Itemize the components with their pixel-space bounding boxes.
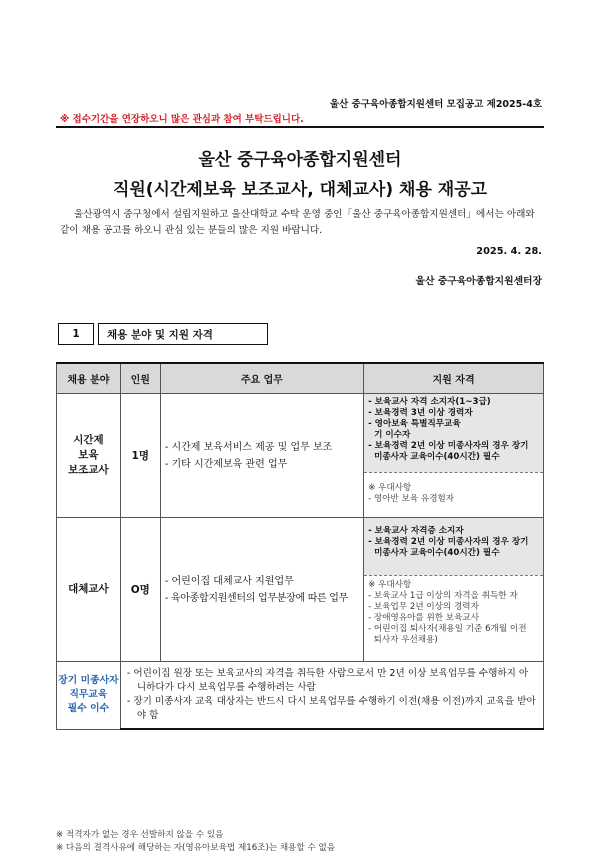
page-subtitle: 직원(시간제보육 보조교사, 대체교사) 채용 재공고 xyxy=(112,180,488,200)
pref-item: ※ 우대사항 xyxy=(368,580,412,590)
required-qualifications xyxy=(364,394,543,472)
long-term-item: - 어린이집 원장 또는 보육교사의 자격을 취득한 사람으로서 만 2년 이상 보육업무를 수행하지 아니하다가 다시 보육업무를 수행하려는 사람 xyxy=(126,668,529,693)
section-title: 채용 분야 및 지원 자격 xyxy=(98,323,268,345)
pref-item: - 보육업무 2년 이상의 경력자 xyxy=(368,602,479,612)
duty-item: - 육아종합지원센터의 업무분장에 따른 업무 xyxy=(164,592,349,604)
row2-count: O명 xyxy=(120,518,160,662)
extension-notice: ※ 접수기간을 연장하오니 많은 관심과 참여 부탁드립니다. xyxy=(60,114,304,125)
table-row xyxy=(57,394,544,518)
qual-item: - 영아보육 특별직무교육 xyxy=(368,419,461,429)
row2-duties xyxy=(160,518,363,662)
pref-item: ※ 우대사항 xyxy=(368,483,412,493)
footnote: ※ 다음의 결격사유에 해당하는 자(영유아보육법 제16조)는 채용할 수 없음 xyxy=(56,843,336,853)
header-field: 채용 분야 xyxy=(57,363,121,394)
row1-count: 1명 xyxy=(120,394,160,518)
notice-signer: 울산 중구육아종합지원센터장 xyxy=(415,276,542,287)
table-row xyxy=(57,662,544,730)
footnote: ※ 적격자가 없는 경우 선발하지 않을 수 있음 xyxy=(56,830,224,840)
row1-field: 시간제 보육 보조교사 xyxy=(57,394,121,518)
qual-item: - 보육경력 3년 이상 경력자 xyxy=(368,408,473,418)
recruitment-table xyxy=(56,362,544,730)
section-number: 1 xyxy=(58,323,94,345)
notice-date: 2025. 4. 28. xyxy=(476,246,542,257)
qual-item: - 보육교사 자격 소지자(1~3급) xyxy=(368,397,491,407)
qual-item: 미종사자 교육이수(40시간) 필수 xyxy=(368,548,500,558)
page-title: 울산 중구육아종합지원센터 xyxy=(198,150,402,170)
row2-qualifications xyxy=(364,518,544,662)
qual-item: 미종사자 교육이수(40시간) 필수 xyxy=(368,452,500,462)
long-term-item: - 장기 미종사자 교육 대상자는 반드시 다시 보육업무를 수행하기 이전(채용 이전)까지 교육을 받아야 함 xyxy=(126,696,536,721)
duty-item: - 기타 시간제보육 관련 업무 xyxy=(164,458,288,470)
row1-duties xyxy=(160,394,363,518)
row2-field: 대체교사 xyxy=(57,518,121,662)
pref-item: - 어린이집 퇴사자(채용일 기준 6개월 이전 xyxy=(368,624,527,634)
duty-item: - 시간제 보육서비스 제공 및 업무 보조 xyxy=(164,441,333,453)
preferences xyxy=(364,473,543,509)
preferences xyxy=(364,576,543,650)
qual-item: - 보육교사 자격증 소지자 xyxy=(368,526,464,536)
header-rule xyxy=(56,126,544,128)
long-term-description xyxy=(120,662,543,730)
table-header-row xyxy=(57,363,544,394)
duty-item: - 어린이집 대체교사 지원업무 xyxy=(164,575,294,587)
header-qualifications: 지원 자격 xyxy=(364,363,544,394)
qual-item: - 보육경력 2년 이상 미종사자의 경우 장기 xyxy=(368,441,529,451)
row1-qualifications xyxy=(364,394,544,518)
table-row xyxy=(57,518,544,662)
qual-item: - 보육경력 2년 이상 미종사자의 경우 장기 xyxy=(368,537,529,547)
pref-item: - 보육교사 1급 이상의 자격을 취득한 자 xyxy=(368,591,518,601)
pref-item: - 장애영유아를 위한 보육교사 xyxy=(368,613,480,623)
pref-item: - 영아반 보육 유경험자 xyxy=(368,494,455,504)
pref-item: 퇴사자 우선채용) xyxy=(368,635,438,645)
qual-item: 기 이수자 xyxy=(368,430,411,440)
intro-paragraph: 울산광역시 중구청에서 설립지원하고 울산대학교 수탁 운영 중인「울산 중구육아종합지원센터」에서는 아래와 같이 채용 공고를 하오니 관심 있는 분들의 많은 지원 바랍니다. xyxy=(60,209,535,236)
required-qualifications xyxy=(364,518,543,575)
header-duties: 주요 업무 xyxy=(160,363,363,394)
header-count: 인원 xyxy=(120,363,160,394)
notice-number: 울산 중구육아종합지원센터 모집공고 제2025-4호 xyxy=(329,99,542,110)
long-term-label: 장기 미종사자 직무교육 필수 이수 xyxy=(57,662,121,730)
